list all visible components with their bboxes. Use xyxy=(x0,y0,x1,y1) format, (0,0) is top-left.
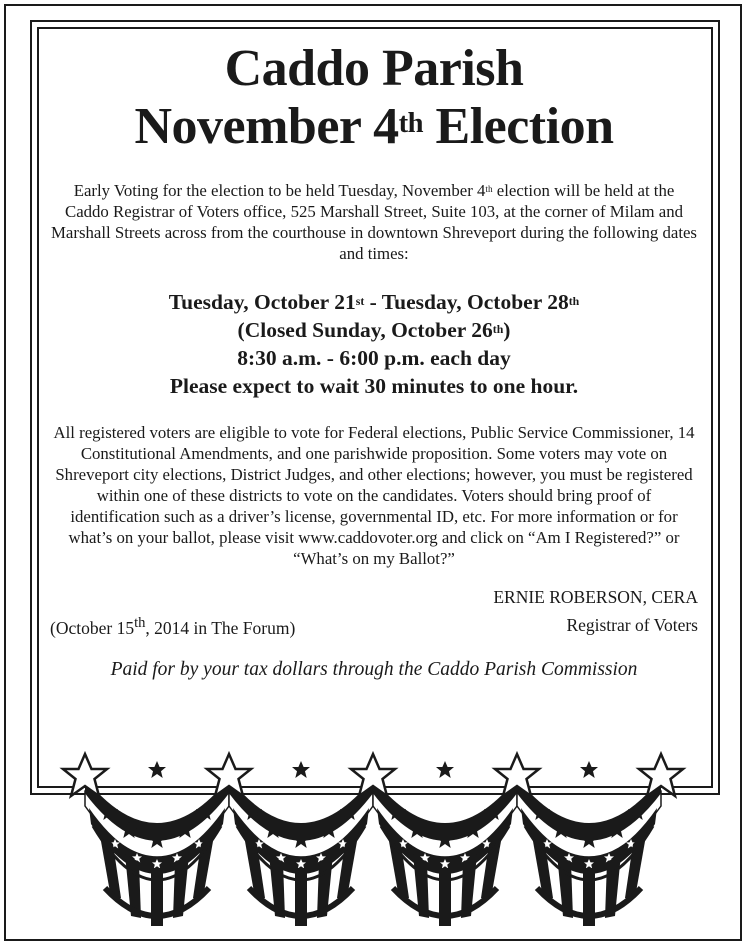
dates-line-2-a: (Closed Sunday, October 26 xyxy=(237,318,493,342)
intro-text-a: Early Voting for the election to be held Tuesday, November 4 xyxy=(73,181,486,200)
dates-line-2-b: ) xyxy=(503,318,511,342)
title-line-2-sup: th xyxy=(398,108,424,140)
notice-title xyxy=(50,40,698,156)
dates-line-1-b: - Tuesday, October 28 xyxy=(364,290,569,314)
dates-line-3: 8:30 a.m. - 6:00 p.m. each day xyxy=(237,346,511,370)
publication-a: (October 15 xyxy=(50,617,135,638)
intro-sup: th xyxy=(485,184,493,195)
signer-name: ERNIE ROBERSON, CERA xyxy=(493,587,698,607)
eligibility-paragraph: All registered voters are eligible to vote for Federal elections, Public Service Commissioner, 14 Constitutional Amendments, and one parishwide proposition. Some voters may vote on Shreveport city elections, District Judges, and other elections; however, you must be registered within one of these districts to vote on the candidates. Voters should bring proof of identification such as a driver’s license, governmental ID, etc. For more information or for what’s on your ballot, please visit www.caddovoter.org and click on “Am I Registered?” or “What’s on my Ballot?” xyxy=(53,423,695,568)
title-line-2 xyxy=(134,98,613,155)
dates-line-1 xyxy=(50,288,698,316)
title-line-2-rest: Election xyxy=(423,98,614,155)
dates-line-1-a: Tuesday, October 21 xyxy=(168,290,356,314)
publication-note xyxy=(50,615,295,639)
signer-title: Registrar of Voters xyxy=(566,615,698,635)
paid-for-notice: Paid for by your tax dollars through the Caddo Parish Commission xyxy=(110,659,638,680)
early-voting-dates xyxy=(50,288,698,400)
publication-b: , 2014 in The Forum) xyxy=(145,617,296,638)
title-line-1: Caddo Parish xyxy=(224,40,524,97)
dates-line-2-sup: th xyxy=(492,321,504,336)
patriotic-bunting-icon xyxy=(55,748,695,938)
dates-line-1-sup1: st xyxy=(355,293,365,308)
publication-sup: th xyxy=(134,615,146,631)
dates-line-1-sup2: th xyxy=(568,293,580,308)
intro-text-b: election will be held at the Caddo Registrar of Voters office, 525 Marshall Street, Suite 103, at the corner of Milam and Marshall Streets across from the courthouse in downtown Shreveport during the following dates and times: xyxy=(51,181,697,263)
signature-block xyxy=(50,587,698,639)
dates-line-2 xyxy=(50,316,698,344)
notice-content xyxy=(50,40,698,681)
dates-line-4: Please expect to wait 30 minutes to one hour. xyxy=(169,374,579,398)
intro-paragraph xyxy=(50,180,698,264)
title-line-2-text: November 4 xyxy=(134,98,399,155)
